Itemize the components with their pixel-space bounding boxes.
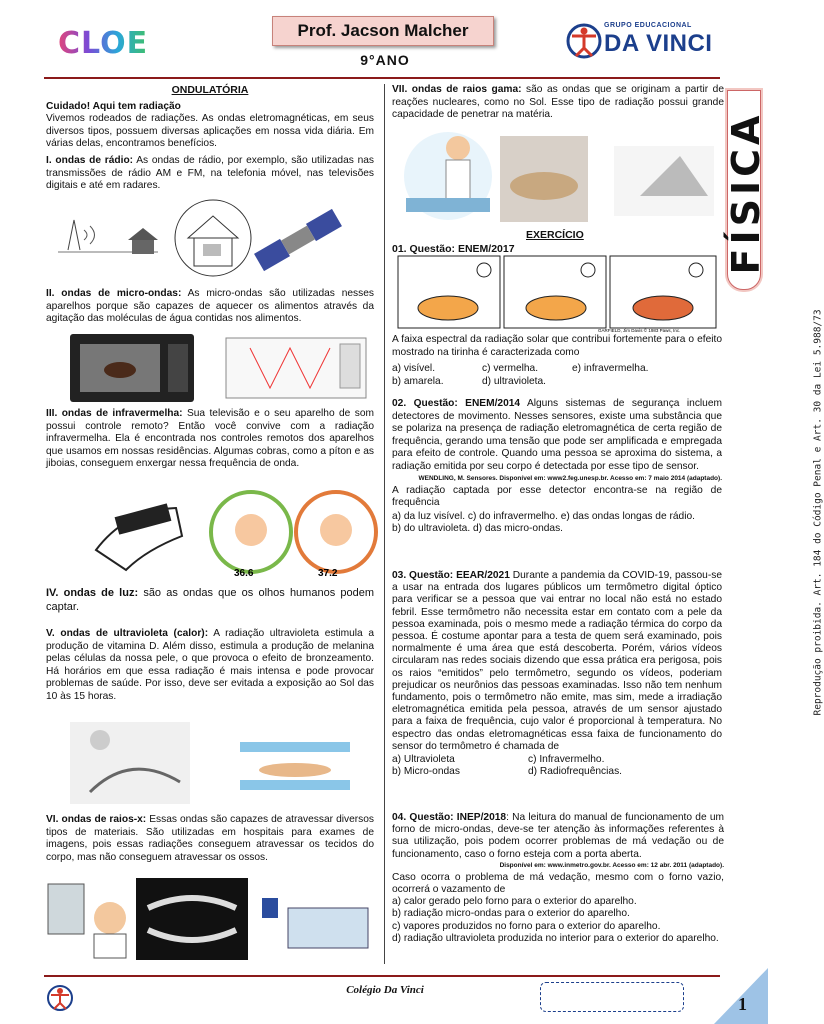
q2-options-row1[interactable]: a) da luz visível. c) do infravermelho. e) das ondas longas de rádio. xyxy=(392,510,695,522)
infrared-block: III. ondas de infravermelha: Sua televisão e o seu aparelho de som possui controle remoto? Então você convive com a radiação infravermelha. Ela é encontrada nos controles remotos dos aparelhos que usamos em nossas residências. Algumas cobras, como a píton e as jiboias, conseguem enxergar nessa frequência de onda. xyxy=(46,408,374,470)
microwave-block: II. ondas de micro-ondas: As micro-ondas são utilizadas nesses aparelhos porque são capazes de aquecer os alimentos através da agitação das moléculas de água contidas nos alimentos. xyxy=(46,288,374,325)
radio-paragraph: I. ondas de rádio: As ondas de rádio, por exemplo, são utilizadas nas transmissões de rádio AM e FM, na telefonia móvel, nas televisões digitais e até em radares. xyxy=(46,154,375,192)
infrared-illustration xyxy=(86,490,376,580)
davinci-emblem-icon xyxy=(566,22,602,60)
comic-strip xyxy=(398,256,720,332)
radio-waves-illustration xyxy=(48,200,366,280)
q3-block: 03. Questão: EEAR/2021 Durante a pandemia da COVID-19, passou-se a usar na entrada dos lugares públicos um termômetro digital óptico para verificar se a pessoa que vai entrar no local não está no estado febril. Esse termômetro não necessita estar em contato com a pele da pessoa examinada, pois o mesmo mede a radiação térmica do corpo da pessoa. É costume apontar para a testa de quem será examinado, pois normalmente é uma área que está descoberta. Porém, vários vídeos circularam nas redes sociais dizendo que essa prática era perigosa, pois os raios “emitidos” pelo termômetro, segundo os vídeos, poderiam prejudicar os neurônios das pessoas examinadas. Isso não tem nenhum fundamento, pois o termômetro não emite, mas sim, mede a irradiação eletromagnética emitida pela pessoa, através de um sensor ajustado para a faixa de frequência, cujo valor é proporcional à temperatura. No espectro das ondas eletromagnéticas essa faixa de funcionamento do sensor do termômetro é chamada de a) Ultravioleta c) Infravermelho. b) Micro-ondas d) Radiofrequências. xyxy=(392,570,722,778)
q3-options xyxy=(392,754,722,778)
q1-heading: 01. Questão: ENEM/2017 xyxy=(392,243,515,255)
q1-option-a[interactable]: a) visível. xyxy=(392,363,436,374)
q3-option-b[interactable]: b) Micro-ondas xyxy=(392,766,460,778)
footer-emblem-icon xyxy=(46,984,74,1012)
temp-normal-label: 36.6 xyxy=(234,568,254,579)
q1-option-e[interactable]: e) infravermelha. xyxy=(572,363,649,374)
davinci-logo: GRUPO EDUCACIONAL DA VINCI xyxy=(566,22,746,62)
temp-fever-label: 37.2 xyxy=(318,568,338,579)
q4-option-b[interactable]: b) radiação micro-ondas para o exterior do aparelho. xyxy=(392,908,630,920)
q2-source: WENDLING, M. Sensores. Disponível em: www2.feg.unesp.br. Acesso em: 7 maio 2014 (adaptado). xyxy=(418,474,722,482)
school-name: Colégio Da Vinci xyxy=(346,984,424,996)
column-divider xyxy=(384,84,385,964)
q3-option-a[interactable]: a) Ultravioleta xyxy=(392,754,455,766)
q4-option-c[interactable]: c) vapores produzidos no forno para o exterior do aparelho. xyxy=(392,920,661,932)
gamma-illustration xyxy=(390,126,724,228)
uv-illustration xyxy=(70,722,370,804)
left-column xyxy=(46,84,374,197)
xray-block: VI. ondas de raios-x: Essas ondas são capazes de atravessar diversos tipos de materiais. São utilizadas em hospitais para exames de imagens, pois essas radiações conseguem atravessar os tecidos do corpo, mas não conseguem atravessar os ossos. xyxy=(46,814,375,863)
warning-line: Cuidado! Aqui tem radiação xyxy=(46,100,181,112)
uv-block: V. ondas de ultravioleta (calor): A radiação ultravioleta estimula a produção de vitamina D. Além disso, estimula a produção de melanina pelas células da nossa pele, o que provoca o efeito de bronzeamento. Há horários em que essa radiação é mais intensa e pode provocar problemas de saúde. Por isso, deve ser evitada a exposição ao Sol das 10 às 15 horas. xyxy=(46,628,374,702)
q1-option-b[interactable]: b) amarela. xyxy=(392,376,444,387)
comic-credit: GARFIELD, Jim Davis © 1983 Paws, Inc. xyxy=(598,328,681,333)
page-number: 1 xyxy=(738,994,747,1014)
exercise-title: EXERCÍCIO xyxy=(526,229,584,241)
xray-illustration xyxy=(48,878,374,960)
q3-option-c[interactable]: c) Infravermelho. xyxy=(528,754,605,766)
q1-option-c[interactable]: c) vermelha. xyxy=(482,363,539,374)
gamma-block: VII. ondas de raios gama: são as ondas que se originam a partir de reações nucleares, como no Sol. Esse tipo de radiação possui grande capacidade de penetrar na matéria. xyxy=(392,84,724,121)
q4-source: Disponível em: www.inmetro.gov.br. Acesso em: 12 abr. 2011 (adaptado). xyxy=(499,861,724,869)
name-field-box xyxy=(540,982,684,1012)
q2-options-row2[interactable]: b) do ultravioleta. d) das micro-ondas. xyxy=(392,523,564,535)
q1-option-d[interactable]: d) ultravioleta. xyxy=(482,376,546,387)
q2-block: 02. Questão: ENEM/2014 Alguns sistemas de segurança incluem detectores de movimento. Nesses sensores, existe uma substância que se polariza na presença de radiação eletromagnética de certa região de frequência, gerando uma tensão que pode ser amplificada e empregada para efeito de controle. Quando uma pessoa se aproxima do sistema, a radiação emitida por seu corpo é detectada por esse tipo de sensor. WENDLING, M. Sensores. Disponível em: www2.feg.unesp.br. Acesso em: 7 maio 2014 (adaptado). A radiação captada por esse detector encontra-se na região de frequência a) da luz visível. c) do infravermelho. e) das ondas longas de rádio. b) do ultravioleta. d) das micro-ondas. xyxy=(392,398,722,535)
header-rule xyxy=(44,77,720,79)
q1-options xyxy=(392,362,722,388)
footer-rule xyxy=(44,975,720,977)
teacher-name-box: Prof. Jacson Malcher xyxy=(272,16,494,46)
q4-option-a[interactable]: a) calor gerado pelo forno para o exterior do aparelho. xyxy=(392,896,637,908)
intro-paragraph: Vivemos rodeados de radiações. As ondas eletromagnéticas, em seus diversos tipos, possuem diversas aplicações em nossa vida diária. Em várias delas, encontramos benefícios. xyxy=(46,113,374,150)
q3-option-d[interactable]: d) Radiofrequências. xyxy=(528,766,623,778)
microwave-illustration xyxy=(70,334,370,402)
grade-label: 9°ANO xyxy=(360,52,410,68)
subject-tab: FÍSICA xyxy=(727,90,761,290)
q4-option-d[interactable]: d) radiação ultravioleta produzida no interior para o exterior do aparelho. xyxy=(392,932,719,944)
copyright-notice: Reprodução proibida. Art. 184 do Código Penal e Art. 30 da Lei 5.988/73 xyxy=(812,309,824,716)
section-title: ONDULATÓRIA xyxy=(171,84,249,96)
q1-text: A faixa espectral da radiação solar que contribui fortemente para o efeito mostrado na tirinha é caracterizada como xyxy=(392,334,722,358)
q4-block: 04. Questão: INEP/2018: Na leitura do manual de funcionamento de um forno de micro-ondas, deve-se ter atenção às informações referentes à sua utilização, pois podem ocorrer problemas de má vedação ou de funcionamento, caso o forno esteja com a porta aberta. Disponível em: www.inmetro.gov.br. Acesso em: 12 abr. 2011 (adaptado). Caso ocorra o problema de má vedação, mesmo com o forno vazio, ocorrerá o vazamento de a) calor gerado pelo forno para o exterior do aparelho. b) radiação micro-ondas para o exterior do aparelho. c) vapores produzidos no forno para o exterior do aparelho. d) radiação ultravioleta produzida no interior para o exterior do aparelho. xyxy=(392,812,724,944)
light-block: IV. ondas de luz: são as ondas que os olhos humanos podem captar. xyxy=(46,587,374,613)
cloe-logo: CLOE xyxy=(58,26,149,61)
